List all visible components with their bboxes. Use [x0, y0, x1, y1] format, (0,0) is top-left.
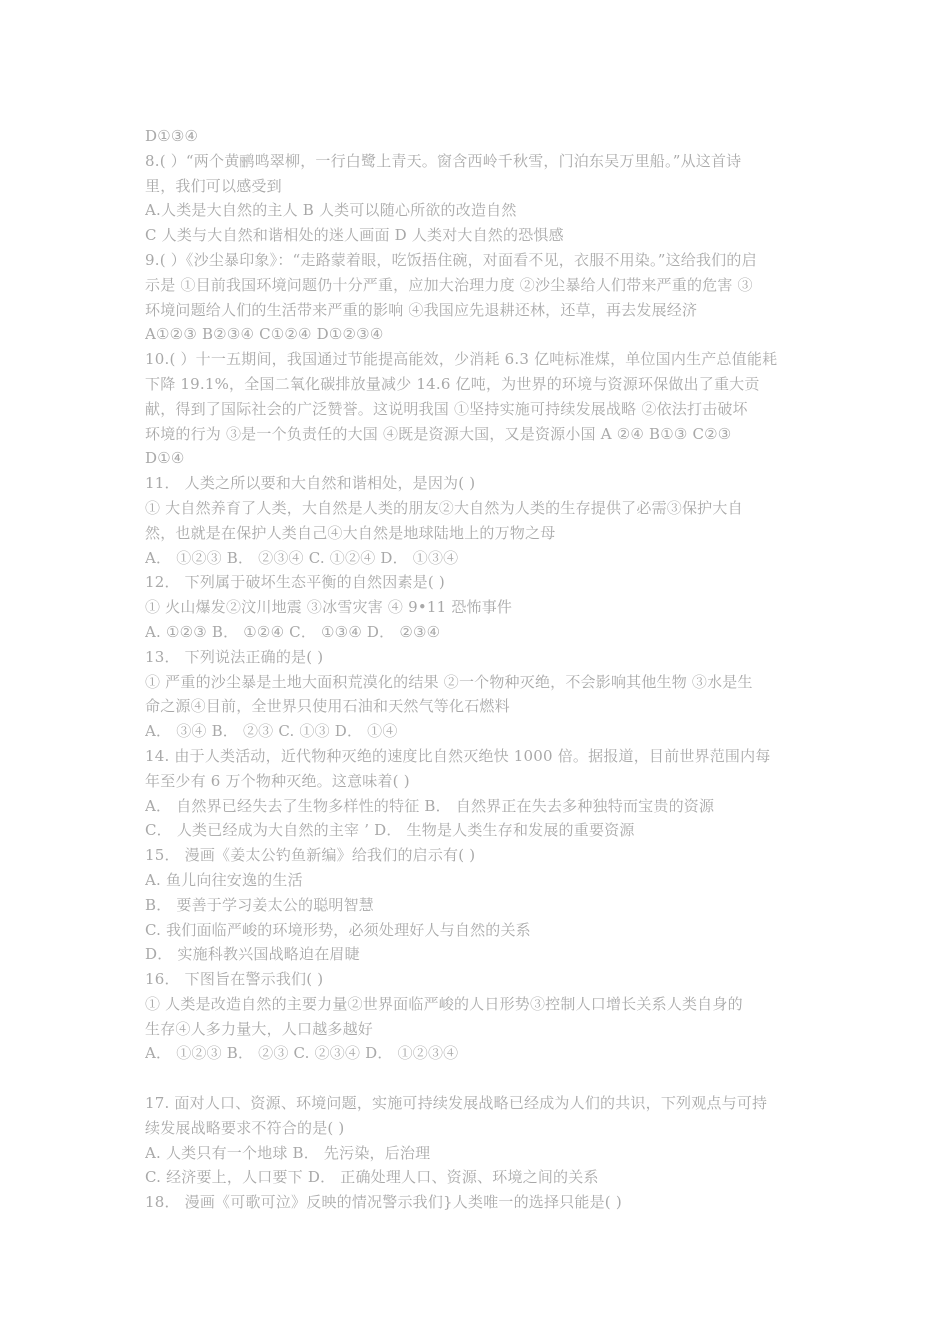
- question-18-stem: 18． 漫画《可歌可泣》反映的情况警示我们}人类唯一的选择只能是( ): [145, 1193, 622, 1212]
- question-13-stem: 13． 下列说法正确的是( ): [145, 647, 324, 666]
- question-16-options: A． ①②③ B． ②③ C. ②③④ D． ①②③④: [145, 1044, 459, 1063]
- question-8-options: C 人类与大自然和谐相处的迷人画面 D 人类对大自然的恐惧感: [145, 226, 564, 245]
- question-9-stem: 9.( ）《沙尘暴印象》：“走路蒙着眼，吃饭捂住碗，对面看不见，衣服不用染。”这给我们的启: [145, 250, 757, 269]
- question-14-stem: 14. 由于人类活动，近代物种灭绝的速度比自然灭绝快 1000 倍。据报道，目前世界范围内每: [145, 746, 771, 765]
- question-17-options: A. 人类只有一个地球 B． 先污染，后治理: [145, 1143, 431, 1162]
- text-line: 环境问题给人们的生活带来严重的影响 ④我国应先退耕还林，还草，再去发展经济: [145, 300, 698, 319]
- text-line: ① 人类是改造自然的主要力量②世界面临严峻的人日形势③控制人口增长关系人类自身的: [145, 994, 743, 1013]
- text-line: ① 大自然养育了人类，大自然是人类的朋友②大自然为人类的生存提供了必需③保护大自: [145, 498, 743, 517]
- question-11-stem: 11． 人类之所以要和大自然和谐相处，是因为( ): [145, 474, 476, 493]
- text-line: D①③④: [145, 127, 199, 145]
- text-line: 生存④人多力量大，人口越多越好: [145, 1019, 374, 1038]
- text-line: 命之源④目前，全世界只使用石油和天然气等化石燃料: [145, 697, 510, 716]
- question-15-option: D． 实施科教兴国战略迫在眉睫: [145, 945, 360, 964]
- question-8-stem: 8.( ）“两个黄鹂鸣翠柳，一行白鹭上青天。窗含西岭千秋雪，门泊东吴万里船。”从这首诗: [145, 151, 742, 170]
- question-11-options: A． ①②③ B． ②③④ C. ①②④ D． ①③④: [145, 548, 459, 567]
- text-line: 献，得到了国际社会的广泛赞誉。这说明我国 ①坚持实施可持续发展战略 ②依法打击破坏: [145, 399, 748, 418]
- question-14-options: A． 自然界已经失去了生物多样性的特征 B． 自然界正在失去多种独特而宝贵的资源: [145, 796, 715, 815]
- text-line: ① 严重的沙尘暴是土地大面积荒漠化的结果 ②一个物种灭绝，不会影响其他生物 ③水是生: [145, 672, 753, 691]
- text-line: 下降 19.1%，全国二氧化碳排放量减少 14.6 亿吨，为世界的环境与资源环保做出了重大贡: [145, 374, 760, 393]
- question-12-stem: 12． 下列属于破坏生态平衡的自然因素是( ): [145, 573, 445, 592]
- text-line: D①④: [145, 449, 185, 468]
- question-15-option: C. 我们面临严峻的环境形势，必须处理好人与自然的关系: [145, 920, 531, 939]
- question-17-options: C. 经济要上，人口要下 D． 正确处理人口、资源、环境之间的关系: [145, 1168, 599, 1187]
- question-14-options: C． 人类已经成为大自然的主宰 ’ D． 生物是人类生存和发展的重要资源: [145, 821, 635, 840]
- text-line: 环境的行为 ③是一个负责任的大国 ④既是资源大国，又是资源小国 A ②④ B①③ C②③: [145, 424, 732, 443]
- document-body: [145, 124, 810, 1215]
- text-line: 然，也就是在保护人类自己④大自然是地球陆地上的万物之母: [145, 523, 556, 542]
- question-13-options: A． ③④ B． ②③ C. ①③ D． ①④: [145, 722, 398, 741]
- question-15-option: A. 鱼儿向往安逸的生活: [145, 870, 303, 889]
- question-16-stem: 16． 下图旨在警示我们( ): [145, 970, 324, 989]
- question-9-options: A①②③ B②③④ C①②④ D①②③④: [145, 325, 384, 344]
- question-10-stem: 10.( ）十一五期间，我国通过节能提高能效，少消耗 6.3 亿吨标准煤，单位国内生产总值能耗: [145, 350, 778, 369]
- text-line: 示是 ①目前我国环境问题仍十分严重，应加大治理力度 ②沙尘暴给人们带来严重的危害 ③: [145, 275, 753, 294]
- question-15-stem: 15． 漫画《姜太公钓鱼新编》给我们的启示有( ): [145, 846, 476, 865]
- text-line: 年至少有 6 万个物种灭绝。这意味着( ): [145, 771, 410, 790]
- question-17-stem: 17. 面对人口、资源、环境问题，实施可持续发展战略已经成为人们的共识，下列观点与可持: [145, 1094, 768, 1113]
- text-line: 里，我们可以感受到: [145, 176, 282, 195]
- blank-line: [145, 1066, 810, 1091]
- question-12-options: A. ①②③ B． ①②④ C． ①③④ D． ②③④: [145, 622, 441, 641]
- question-15-option: B． 要善于学习姜太公的聪明智慧: [145, 895, 374, 914]
- text-line: ① 火山爆发②汶川地震 ③冰雪灾害 ④ 9•11 恐怖事件: [145, 598, 513, 617]
- text-line: 续发展战略要求不符合的是( ): [145, 1118, 345, 1137]
- question-8-options: A.人类是大自然的主人 B 人类可以随心所欲的改造自然: [145, 201, 517, 220]
